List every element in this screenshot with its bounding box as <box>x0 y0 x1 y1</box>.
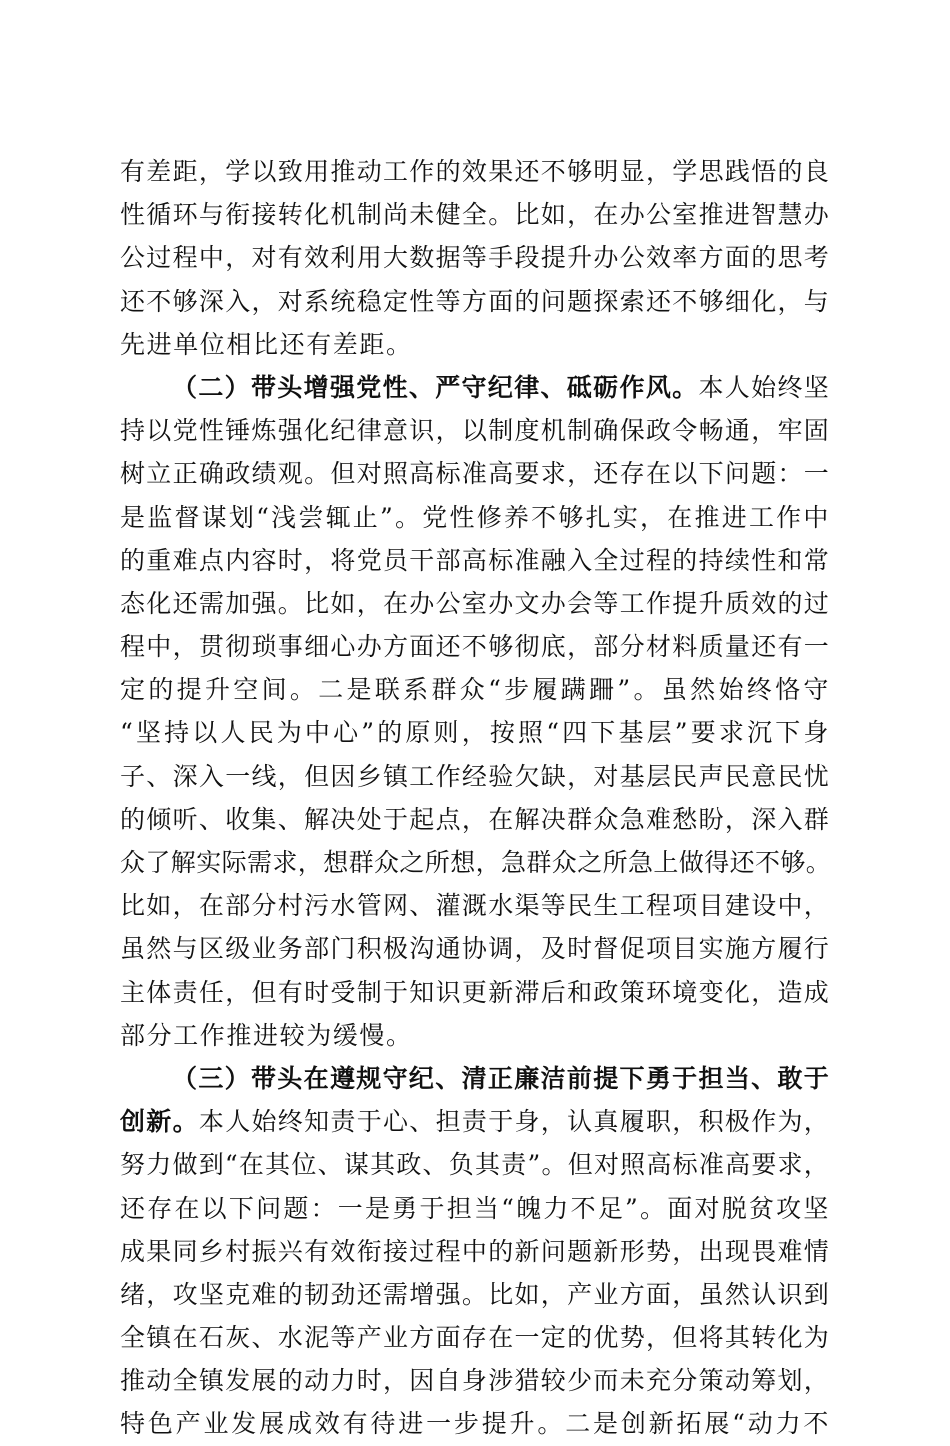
body-text-segment: 比如，在部分村污水管网、灌溉水渠等民生工程项目建设中， <box>120 891 830 921</box>
text-line <box>120 496 830 539</box>
text-line <box>120 798 830 841</box>
text-line <box>120 323 830 366</box>
body-text-segment: 定的提升空间。二是联系群众“步履蹒跚”。虽然始终恪守 <box>120 675 830 705</box>
body-text-segment: 是监督谋划“浅尝辄止”。党性修养不够扎实，在推进工作中 <box>120 502 830 532</box>
text-line <box>120 539 830 582</box>
body-text-segment: 先进单位相比还有差距。 <box>120 329 413 359</box>
text-line <box>120 452 830 495</box>
body-text-segment: 努力做到“在其位、谋其政、负其责”。但对照高标准高要求， <box>120 1150 830 1180</box>
text-line <box>120 711 830 754</box>
body-text-segment: 有差距，学以致用推动工作的效果还不够明显，学思践悟的良 <box>120 157 830 186</box>
section-heading-text: 创新。 <box>120 1107 199 1137</box>
document-body <box>120 150 830 1446</box>
text-line <box>120 927 830 970</box>
body-text-segment: 全镇在石灰、水泥等产业方面存在一定的优势，但将其转化为 <box>120 1323 830 1353</box>
text-line <box>120 1359 830 1402</box>
text-line <box>120 1316 830 1359</box>
body-text-segment: 推动全镇发展的动力时，因自身涉猎较少而未充分策动筹划， <box>120 1366 830 1396</box>
body-text-segment: 本人始终坚 <box>698 372 830 402</box>
text-line <box>120 236 830 279</box>
text-line <box>120 841 830 884</box>
text-line <box>120 1143 830 1186</box>
text-line <box>120 366 830 409</box>
body-text-segment: 本人始终知责于心、担责于身，认真履职，积极作为， <box>198 1107 830 1137</box>
text-line <box>120 884 830 927</box>
body-text-segment: 子、深入一线，但因乡镇工作经验欠缺，对基层民声民意民忧 <box>120 761 830 791</box>
body-text-segment: 的倾听、收集、解决处于起点，在解决群众急难愁盼，深入群 <box>120 804 830 834</box>
text-line <box>120 625 830 668</box>
body-text-segment: 还存在以下问题：一是勇于担当“魄力不足”。面对脱贫攻坚 <box>120 1193 830 1223</box>
text-line <box>120 1273 830 1316</box>
body-text-segment: 态化还需加强。比如，在办公室办文办会等工作提升质效的过 <box>120 588 830 618</box>
body-text-segment: “坚持以人民为中心”的原则，按照“四下基层”要求沉下身 <box>120 718 830 748</box>
body-text-segment: 虽然与区级业务部门积极沟通协调，及时督促项目实施方履行 <box>120 934 830 964</box>
text-line <box>120 1230 830 1273</box>
body-text-segment: 持以党性锤炼强化纪律意识，以制度机制确保政令畅通，牢固 <box>120 416 830 446</box>
body-text-segment: 成果同乡村振兴有效衔接过程中的新问题新形势，出现畏难情 <box>120 1236 830 1266</box>
text-line <box>120 1057 830 1100</box>
text-line <box>120 150 830 193</box>
body-text-segment: 程中，贯彻琐事细心办方面还不够彻底，部分材料质量还有一 <box>120 632 830 662</box>
text-line <box>120 1187 830 1230</box>
section-heading-text: （二）带头增强党性、严守纪律、砥砺作风。 <box>172 372 699 402</box>
text-line <box>120 1100 830 1143</box>
body-text-segment: 树立正确政绩观。但对照高标准高要求，还存在以下问题：一 <box>120 459 830 489</box>
text-line <box>120 193 830 236</box>
text-line <box>120 409 830 452</box>
text-line <box>120 1014 830 1057</box>
text-line <box>120 755 830 798</box>
text-line <box>120 280 830 323</box>
text-line <box>120 1402 830 1445</box>
text-line <box>120 971 830 1014</box>
body-text-segment: 部分工作推进较为缓慢。 <box>120 1020 413 1050</box>
body-text-segment: 绪，攻坚克难的韧劲还需增强。比如，产业方面，虽然认识到 <box>120 1279 830 1309</box>
text-line <box>120 668 830 711</box>
body-text-segment: 特色产业发展成效有待进一步提升。二是创新拓展“动力不 <box>120 1409 830 1439</box>
body-text-segment: 公过程中，对有效利用大数据等手段提升办公效率方面的思考 <box>120 243 830 273</box>
text-line <box>120 582 830 625</box>
body-text-segment: 的重难点内容时，将党员干部高标准融入全过程的持续性和常 <box>120 545 830 575</box>
body-text-segment: 主体责任，但有时受制于知识更新滞后和政策环境变化，造成 <box>120 977 830 1007</box>
section-heading-text: （三）带头在遵规守纪、清正廉洁前提下勇于担当、敢于 <box>172 1063 830 1093</box>
body-text-segment: 众了解实际需求，想群众之所想，急群众之所急上做得还不够。 <box>120 848 832 877</box>
body-text-segment: 还不够深入，对系统稳定性等方面的问题探索还不够细化，与 <box>120 286 830 316</box>
body-text-segment: 性循环与衔接转化机制尚未健全。比如，在办公室推进智慧办 <box>120 200 830 230</box>
